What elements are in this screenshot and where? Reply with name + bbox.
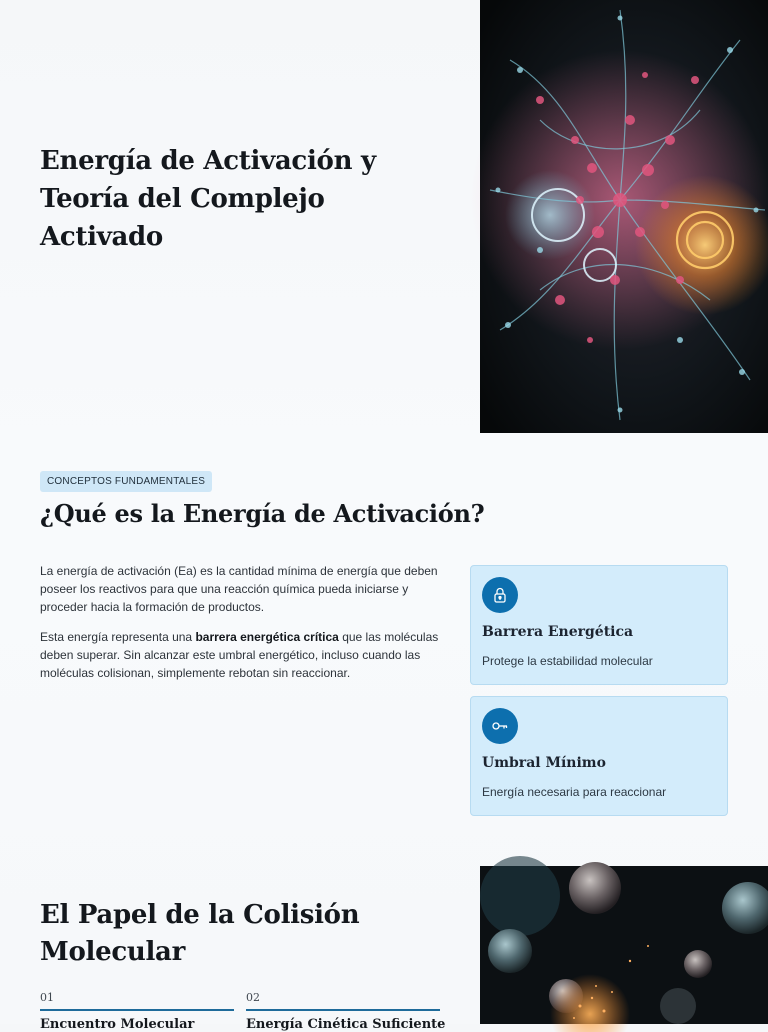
step-title: Encuentro Molecular (40, 1017, 195, 1032)
card-title: Umbral Mínimo (482, 755, 606, 771)
step-number: 02 (246, 991, 440, 1011)
concept-card-barrier (470, 565, 728, 685)
card-title: Barrera Energética (482, 624, 634, 640)
paragraph-emphasis: barrera energética crítica (195, 630, 339, 644)
lock-icon (482, 577, 518, 613)
step-item (40, 990, 234, 1032)
hero-title: Energía de Activación y Teoría del Complejo Activado (40, 146, 376, 252)
step-item (246, 990, 446, 1032)
paragraph-text: Esta energía representa una (40, 630, 196, 644)
concept-card-threshold (470, 696, 728, 816)
step-title: Energía Cinética Suficiente (246, 1017, 446, 1032)
hero-molecular-image (480, 0, 768, 433)
section-title: ¿Qué es la Energía de Activación? (40, 499, 485, 528)
card-description: Protege la estabilidad molecular (482, 654, 653, 668)
collision-section-title: El Papel de la Colisión Molecular (40, 900, 360, 967)
section-tag: CONCEPTOS FUNDAMENTALES (40, 471, 212, 492)
card-description: Energía necesaria para reaccionar (482, 785, 667, 799)
key-icon (482, 708, 518, 744)
paragraph-text: que las moléculas deben superar. Sin alcanzar este umbral energético, incluso cuando las moléculas colisionan, simplemente rebotan sin reaccionar. (40, 630, 439, 680)
molecular-collision-illustration (480, 866, 768, 1024)
molecular-network-illustration (480, 0, 768, 433)
collision-image (480, 866, 768, 1024)
step-number: 01 (40, 991, 234, 1011)
barrier-paragraph (40, 628, 440, 682)
intro-paragraph: La energía de activación (Ea) es la cantidad mínima de energía que deben poseer los reactivos para que una reacción química pueda iniciarse y proceder hacia la formación de productos. (40, 564, 438, 614)
